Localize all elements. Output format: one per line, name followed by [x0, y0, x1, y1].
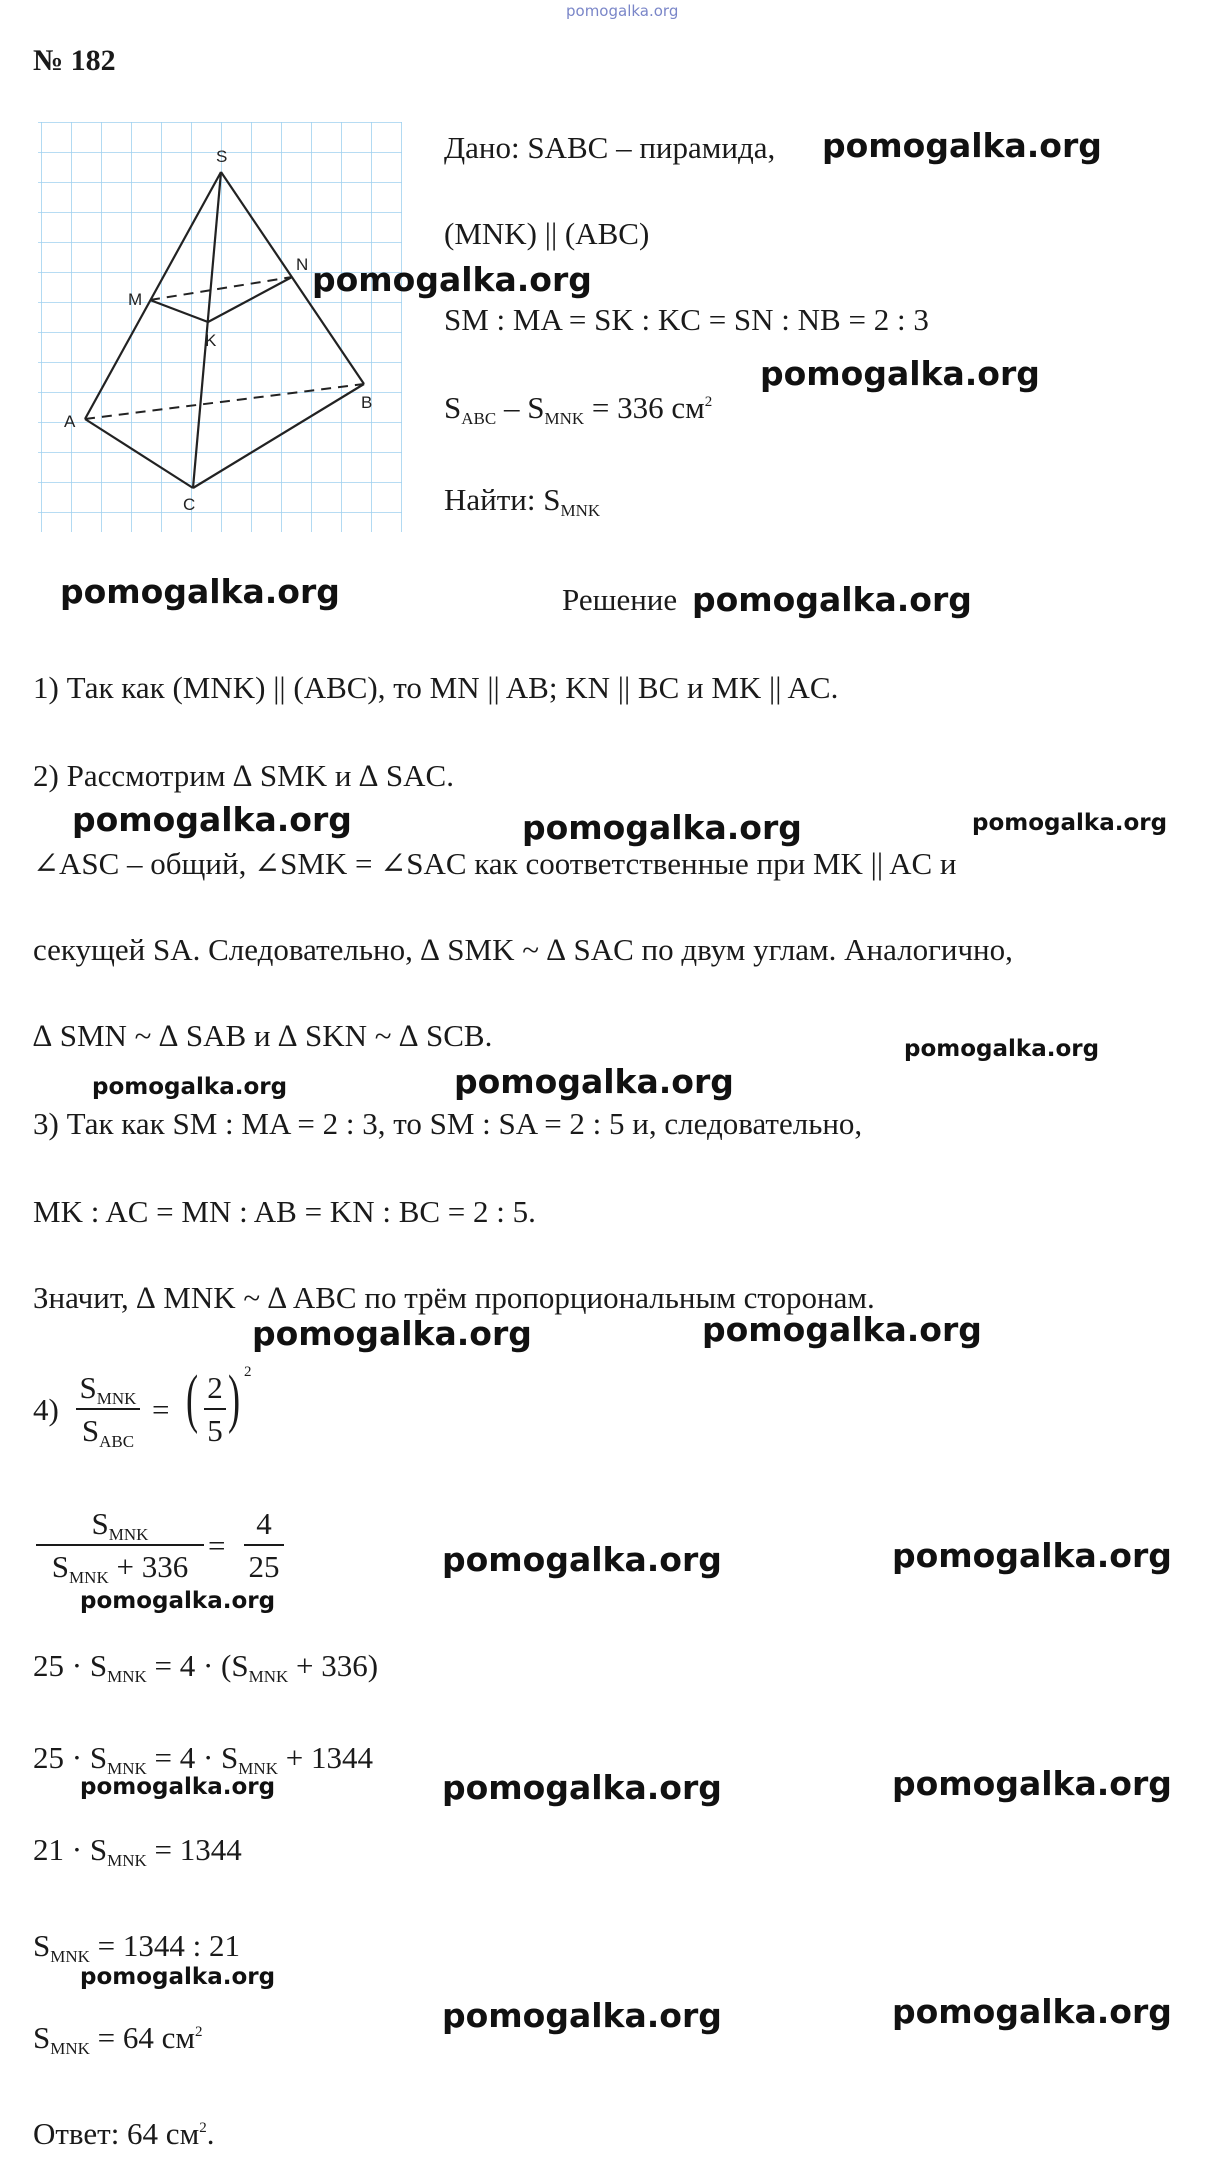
step-3b: Значит, ∆ MNK ~ ∆ ABC по трём пропорциональным сторонам. [33, 1280, 875, 1315]
given-line3: SM : MA = SK : KC = SN : NB = 2 : 3 [444, 302, 929, 337]
solution-title: Решение [562, 582, 678, 617]
watermark: pomogalka.org [72, 800, 352, 839]
label-M: M [128, 290, 143, 309]
watermark: pomogalka.org [60, 572, 340, 611]
left-paren: ( [186, 1362, 199, 1435]
calc-line-5: $S_{MNK} = 64$ $см^2$ [33, 2020, 203, 2058]
calc-line-3: $21 \cdot S_{MNK} = 1344$ [33, 1832, 242, 1870]
equals-sign-2: = [208, 1528, 226, 1563]
label-C: C [183, 495, 196, 514]
step-3a: MK : AC = MN : AB = KN : BC = 2 : 5. [33, 1194, 536, 1229]
label-B: B [361, 393, 373, 412]
step-2a: ∠ASC – общий, ∠SMK = ∠SAC как соответственные при MK || AC и [33, 846, 957, 881]
calc-line-4: $S_{MNK} = 1344$ : 21 [33, 1928, 241, 1966]
step-4-label: 4) [33, 1392, 59, 1427]
watermark: pomogalka.org [80, 1588, 276, 1614]
given-line1: Дано: SABC – пирамида, [444, 130, 776, 165]
label-A: A [64, 412, 76, 431]
watermark: pomogalka.org [760, 354, 1040, 393]
answer-line: Ответ: 64 $см^2$. [33, 2116, 215, 2151]
watermark: pomogalka.org [892, 1764, 1172, 1803]
step-2c: ∆ SMN ~ ∆ SAB и ∆ SKN ~ ∆ SCB. [33, 1018, 493, 1053]
given-line4: $S_{ABC} - S_{MNK} = 336$ $см^2$ [444, 390, 713, 428]
watermark: pomogalka.org [312, 260, 592, 299]
power-exponent: 2 [244, 1364, 252, 1380]
label-K: K [205, 331, 217, 350]
step-2: 2) Рассмотрим ∆ SMK и ∆ SAC. [33, 758, 454, 793]
watermark: pomogalka.org [92, 1074, 288, 1100]
calc-line-1: $25 \cdot S_{MNK} = 4 \cdot (S_{MNK} + 336)$ [33, 1648, 379, 1686]
watermark: pomogalka.org [454, 1062, 734, 1101]
watermark: pomogalka.org [80, 1964, 276, 1990]
watermark: pomogalka.org [252, 1314, 532, 1353]
calc-line-2: $25 \cdot S_{MNK} = 4 \cdot S_{MNK} + 1344$ [33, 1740, 373, 1778]
fraction-four-25: 4 25 [244, 1508, 284, 1582]
watermark: pomogalka.org [692, 580, 972, 619]
watermark: pomogalka.org [904, 1036, 1100, 1062]
step-3: 3) Так как SM : MA = 2 : 3, то SM : SA = 2 : 5 и, следовательно, [33, 1106, 863, 1141]
given-line2: (MNK) || (ABC) [444, 216, 650, 251]
problem-number: № 182 [33, 44, 116, 77]
watermark: pomogalka.org [442, 1540, 722, 1579]
watermark: pomogalka.org [522, 808, 802, 847]
fraction-equation: $S_{MNK}$ $S_{MNK} + 336$ [36, 1508, 204, 1582]
watermark: pomogalka.org [80, 1774, 276, 1800]
watermark: pomogalka.org [442, 1768, 722, 1807]
find-line: Найти: $S_{MNK}$ [444, 482, 601, 520]
label-S: S [216, 147, 228, 166]
watermark: pomogalka.org [892, 1536, 1172, 1575]
equals-sign: = [152, 1392, 170, 1427]
step-2b: секущей SA. Следовательно, ∆ SMK ~ ∆ SAC по двум углам. Аналогично, [33, 932, 1013, 967]
watermark: pomogalka.org [892, 1992, 1172, 2031]
watermark: pomogalka.org [702, 1310, 982, 1349]
fraction-two-fifths: 2 5 [204, 1372, 226, 1446]
right-paren: ) [228, 1362, 241, 1435]
watermark-top: pomogalka.org [566, 2, 679, 20]
fraction-smnk-sabc: $S_{MNK}$ $S_{ABC}$ [76, 1372, 140, 1446]
watermark: pomogalka.org [442, 1996, 722, 2035]
watermark: pomogalka.org [972, 810, 1168, 836]
label-N: N [296, 255, 309, 274]
step-1: 1) Так как (MNK) || (ABC), то MN || AB; KN || BC и MK || AC. [33, 670, 839, 705]
watermark: pomogalka.org [822, 126, 1102, 165]
pyramid-figure [38, 122, 402, 532]
